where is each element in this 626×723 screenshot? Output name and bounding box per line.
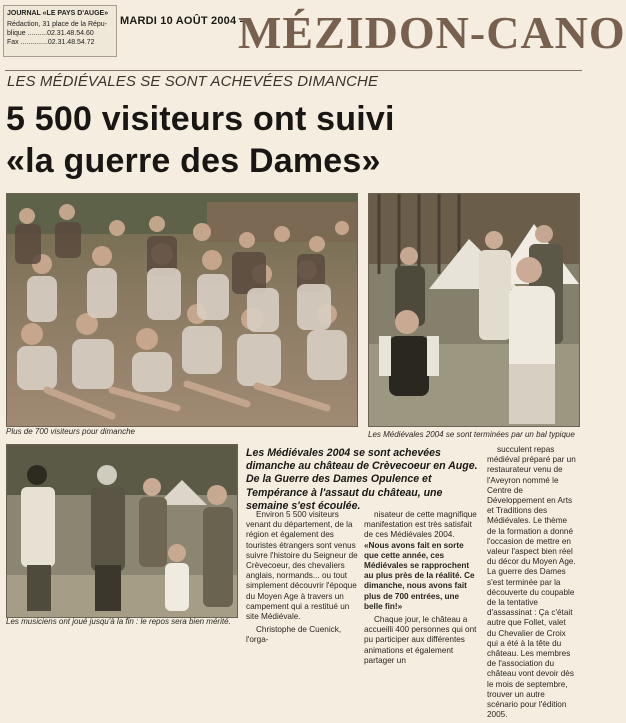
publication-date: MARDI 10 AOÛT 2004 - [120,15,244,27]
article-lead: Les Médiévales 2004 se sont achevées dimanche au château de Crèvecoeur en Auge. De la Guerre des Dames Opulence et Tempérance à l'assaut du château, une semaine s'est écoulée. [246,447,478,512]
crowd-photo [6,193,358,427]
headline-line-1: 5 500 visiteurs ont suivi [6,100,395,138]
crowd-photo-caption: Plus de 700 visiteurs pour dimanche [6,427,135,436]
column-2-paragraph-1 [364,510,478,612]
column-3-paragraph-1: succulent repas médiéval préparé par un restaurateur venu de l'Aveyron nommé le Centre de Développement en Arts et Traditions des Médiévales. Le thème de la formation a donné l'occasion de mettre en valeur l'aspect bien réel du décor du Moyen Age. La guerre des Dames s'est terminée par la découverte du coupable de la tentative d'assassinat : Ça c'était autre que Follet, valet du Chevalier de Croix qui a été à la tête du château. Les membres de l'association du château vont devoir dès le mois de septembre, trouver un autre scénario pour l'édition 2005. [487,445,576,720]
musicians-photo [6,444,238,618]
article-column-2 [364,510,478,669]
dance-photo [368,193,580,427]
header-rule [5,70,582,71]
musicians-photo-caption: Les musiciens ont joué jusqu'à la fin : le repos sera bien mérité. [6,617,231,626]
editorial-address: Rédaction, 31 place de la Répu- [7,21,108,28]
article-column-1 [246,510,358,649]
editorial-fax: Fax ..............02.31.48.54.72 [7,39,95,46]
newspaper-contact-box [3,5,117,57]
article-kicker: LES MÉDIÉVALES SE SONT ACHEVÉES DIMANCHE [7,73,379,90]
dance-photo-caption: Les Médiévales 2004 se sont terminées par un bal typique [368,430,575,439]
journal-name: JOURNAL «LE PAYS D'AUGE» [7,10,109,17]
article-column-3 [487,445,577,723]
town-heading: MÉZIDON-CANO [238,7,626,58]
column-2-paragraph-2: Chaque jour, le château a accueilli 400 personnes qui ont pu participer aux différentes animations et également partager un [364,615,477,665]
headline-line-2: «la guerre des Dames» [6,142,381,180]
editorial-phone: blique ..........02.31.48.54.60 [7,30,94,37]
organizer-quote: «Nous avons fait en sorte que cette année, ces Médiévales se rapprochent au plus près de la réalité. Ce dimanche, nous avons fait plus de 700 entrées, une belle fin!» [364,540,475,611]
column-2-text: nisateur de cette magnifique manifestation est très satisfait de ces Médiévales 2004. [364,510,477,540]
column-1-paragraph-2: Christophe de Cuenick, l'orga- [246,625,342,645]
column-1-paragraph-1: Environ 5 500 visiteurs venant du département, de la région et également des touristes étrangers sont venus suivre l'histoire du Seigneur de Crèvecoeur, des chevaliers anglais, normands... ou tout simplement découvrir l'époque du Moyen Age à travers un campement qui a restitué un site Médiévale. [246,510,358,622]
